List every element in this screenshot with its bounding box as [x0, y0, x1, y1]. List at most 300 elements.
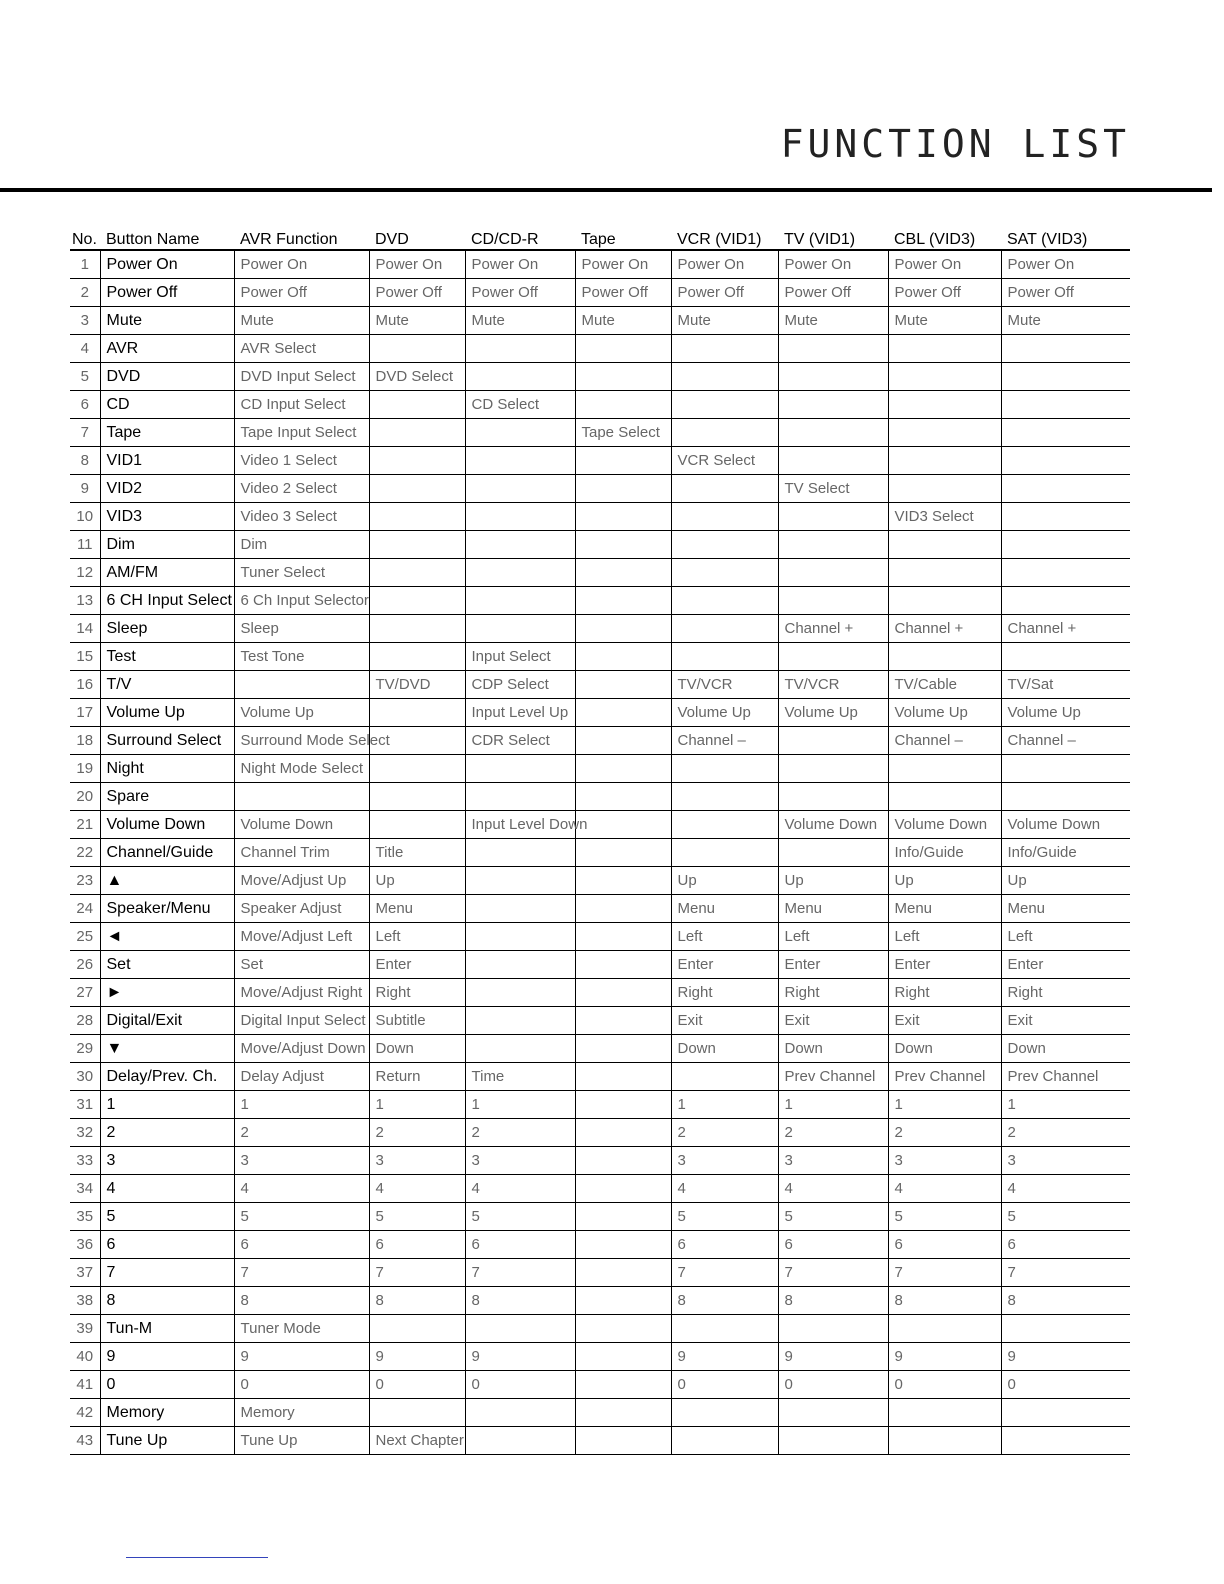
function-cell: Channel +: [888, 615, 1001, 643]
button-name-cell: 0: [100, 1371, 234, 1399]
button-name-cell: AM/FM: [100, 559, 234, 587]
function-cell: Enter: [1001, 951, 1130, 979]
button-name-cell: 1: [100, 1091, 234, 1119]
function-cell: [575, 1007, 671, 1035]
function-cell: [888, 1427, 1001, 1455]
function-cell: [888, 531, 1001, 559]
function-cell: [575, 1259, 671, 1287]
function-cell: Power On: [1001, 250, 1130, 279]
function-cell: 1: [671, 1091, 778, 1119]
function-cell: Enter: [778, 951, 888, 979]
table-row: [70, 1399, 1130, 1427]
row-number: 18: [70, 727, 100, 755]
function-cell: Right: [369, 979, 465, 1007]
button-name-cell: Digital/Exit: [100, 1007, 234, 1035]
function-cell: Right: [778, 979, 888, 1007]
function-cell: 6: [465, 1231, 575, 1259]
function-cell: 9: [888, 1343, 1001, 1371]
table-row: [70, 307, 1130, 335]
function-cell: 4: [465, 1175, 575, 1203]
function-cell: [888, 475, 1001, 503]
table-row: [70, 1315, 1130, 1343]
button-name-cell: 9: [100, 1343, 234, 1371]
function-cell: [778, 391, 888, 419]
table-row: [70, 447, 1130, 475]
function-cell: Left: [671, 923, 778, 951]
function-cell: [575, 475, 671, 503]
table-row: [70, 1119, 1130, 1147]
function-cell: [575, 867, 671, 895]
function-cell: [465, 503, 575, 531]
function-cell: Mute: [234, 307, 369, 335]
function-cell: [671, 531, 778, 559]
function-cell: [1001, 643, 1130, 671]
function-cell: [575, 503, 671, 531]
function-cell: 3: [465, 1147, 575, 1175]
function-cell: Next Chapter: [369, 1427, 465, 1455]
function-cell: [575, 923, 671, 951]
function-cell: [575, 1035, 671, 1063]
function-cell: 4: [1001, 1175, 1130, 1203]
function-cell: 0: [778, 1371, 888, 1399]
function-cell: [575, 1063, 671, 1091]
function-cell: [1001, 447, 1130, 475]
function-cell: [671, 783, 778, 811]
function-cell: TV Select: [778, 475, 888, 503]
function-cell: Tape Input Select: [234, 419, 369, 447]
column-header: VCR (VID1): [671, 224, 778, 250]
function-cell: [778, 503, 888, 531]
table-row: [70, 587, 1130, 615]
button-name-cell: Night: [100, 755, 234, 783]
function-cell: [465, 559, 575, 587]
function-cell: [888, 643, 1001, 671]
function-cell: 8: [465, 1287, 575, 1315]
function-cell: Channel –: [1001, 727, 1130, 755]
function-cell: [778, 419, 888, 447]
function-cell: [671, 335, 778, 363]
function-cell: CD Input Select: [234, 391, 369, 419]
function-list-table: [70, 224, 1130, 1455]
function-cell: [575, 391, 671, 419]
table-row: [70, 1007, 1130, 1035]
function-cell: 8: [1001, 1287, 1130, 1315]
row-number: 12: [70, 559, 100, 587]
function-cell: Volume Up: [778, 699, 888, 727]
function-cell: 6: [1001, 1231, 1130, 1259]
function-cell: 9: [369, 1343, 465, 1371]
function-cell: Power On: [888, 250, 1001, 279]
function-cell: [575, 559, 671, 587]
button-name-cell: Delay/Prev. Ch.: [100, 1063, 234, 1091]
function-cell: Power On: [369, 250, 465, 279]
table-row: [70, 643, 1130, 671]
function-cell: Volume Down: [778, 811, 888, 839]
function-cell: Tuner Mode: [234, 1315, 369, 1343]
button-name-cell: ◄: [100, 923, 234, 951]
function-cell: [778, 727, 888, 755]
function-cell: [888, 755, 1001, 783]
function-cell: [778, 643, 888, 671]
function-cell: Volume Up: [671, 699, 778, 727]
function-cell: [888, 363, 1001, 391]
function-cell: [778, 783, 888, 811]
function-cell: [369, 755, 465, 783]
function-cell: 4: [369, 1175, 465, 1203]
function-cell: DVD Select: [369, 363, 465, 391]
function-cell: CD Select: [465, 391, 575, 419]
row-number: 22: [70, 839, 100, 867]
function-cell: Move/Adjust Down: [234, 1035, 369, 1063]
function-cell: [671, 839, 778, 867]
function-cell: [671, 755, 778, 783]
function-cell: [465, 419, 575, 447]
button-name-cell: 5: [100, 1203, 234, 1231]
function-cell: [465, 951, 575, 979]
function-cell: Info/Guide: [1001, 839, 1130, 867]
table-row: [70, 391, 1130, 419]
function-cell: Menu: [369, 895, 465, 923]
function-cell: Sleep: [234, 615, 369, 643]
function-cell: 3: [369, 1147, 465, 1175]
function-cell: Tape Select: [575, 419, 671, 447]
function-cell: [778, 559, 888, 587]
function-cell: [575, 783, 671, 811]
function-cell: [575, 1399, 671, 1427]
function-cell: [369, 419, 465, 447]
button-name-cell: Memory: [100, 1399, 234, 1427]
function-cell: 1: [888, 1091, 1001, 1119]
function-cell: [671, 391, 778, 419]
row-number: 35: [70, 1203, 100, 1231]
function-cell: [465, 839, 575, 867]
function-cell: 4: [888, 1175, 1001, 1203]
function-cell: Exit: [1001, 1007, 1130, 1035]
function-cell: Speaker Adjust: [234, 895, 369, 923]
function-cell: [671, 587, 778, 615]
function-cell: 3: [671, 1147, 778, 1175]
row-number: 11: [70, 531, 100, 559]
function-cell: Mute: [369, 307, 465, 335]
function-cell: [671, 503, 778, 531]
function-cell: CDP Select: [465, 671, 575, 699]
function-cell: VID3 Select: [888, 503, 1001, 531]
function-cell: Channel +: [778, 615, 888, 643]
function-cell: [465, 363, 575, 391]
function-cell: Move/Adjust Right: [234, 979, 369, 1007]
table-row: [70, 475, 1130, 503]
function-cell: [671, 363, 778, 391]
function-cell: [888, 783, 1001, 811]
column-header: CBL (VID3): [888, 224, 1001, 250]
function-cell: Enter: [671, 951, 778, 979]
function-cell: [465, 895, 575, 923]
button-name-cell: Power Off: [100, 279, 234, 307]
function-cell: [369, 447, 465, 475]
function-cell: 6: [234, 1231, 369, 1259]
function-cell: 0: [888, 1371, 1001, 1399]
function-cell: [1001, 755, 1130, 783]
function-cell: 6: [888, 1231, 1001, 1259]
function-cell: Volume Up: [888, 699, 1001, 727]
function-cell: Power Off: [575, 279, 671, 307]
button-name-cell: 2: [100, 1119, 234, 1147]
function-cell: [575, 755, 671, 783]
function-cell: [671, 615, 778, 643]
table-row: [70, 1231, 1130, 1259]
function-cell: 8: [234, 1287, 369, 1315]
function-cell: 2: [671, 1119, 778, 1147]
function-cell: [888, 335, 1001, 363]
function-cell: 5: [369, 1203, 465, 1231]
function-cell: Night Mode Select: [234, 755, 369, 783]
table-row: [70, 951, 1130, 979]
function-cell: Down: [888, 1035, 1001, 1063]
row-number: 33: [70, 1147, 100, 1175]
button-name-cell: Spare: [100, 783, 234, 811]
function-cell: Mute: [1001, 307, 1130, 335]
table-row: [70, 1091, 1130, 1119]
function-cell: 8: [888, 1287, 1001, 1315]
function-cell: [778, 335, 888, 363]
function-cell: Power Off: [465, 279, 575, 307]
function-cell: 2: [778, 1119, 888, 1147]
function-cell: 7: [1001, 1259, 1130, 1287]
column-header: SAT (VID3): [1001, 224, 1130, 250]
table-body: [70, 250, 1130, 1455]
table-row: [70, 867, 1130, 895]
row-number: 14: [70, 615, 100, 643]
function-cell: [1001, 391, 1130, 419]
function-cell: Input Level Down: [465, 811, 575, 839]
function-cell: Menu: [1001, 895, 1130, 923]
function-cell: 2: [465, 1119, 575, 1147]
function-cell: Channel –: [671, 727, 778, 755]
function-cell: 1: [465, 1091, 575, 1119]
function-cell: [778, 839, 888, 867]
function-cell: 7: [234, 1259, 369, 1287]
function-cell: Power Off: [671, 279, 778, 307]
function-cell: Return: [369, 1063, 465, 1091]
function-cell: 0: [1001, 1371, 1130, 1399]
function-cell: [575, 1371, 671, 1399]
function-cell: [1001, 335, 1130, 363]
function-cell: [575, 447, 671, 475]
row-number: 36: [70, 1231, 100, 1259]
function-cell: [575, 839, 671, 867]
function-cell: [575, 587, 671, 615]
function-cell: Exit: [778, 1007, 888, 1035]
function-cell: Info/Guide: [888, 839, 1001, 867]
function-cell: [671, 559, 778, 587]
button-name-cell: Set: [100, 951, 234, 979]
function-cell: [888, 419, 1001, 447]
function-cell: Video 1 Select: [234, 447, 369, 475]
button-name-cell: Speaker/Menu: [100, 895, 234, 923]
button-name-cell: Tune Up: [100, 1427, 234, 1455]
button-name-cell: 3: [100, 1147, 234, 1175]
button-name-cell: Surround Select: [100, 727, 234, 755]
function-cell: Digital Input Select: [234, 1007, 369, 1035]
function-cell: 9: [1001, 1343, 1130, 1371]
button-name-cell: 8: [100, 1287, 234, 1315]
function-cell: [778, 755, 888, 783]
table-row: [70, 783, 1130, 811]
row-number: 3: [70, 307, 100, 335]
row-number: 27: [70, 979, 100, 1007]
function-cell: [465, 755, 575, 783]
function-cell: Memory: [234, 1399, 369, 1427]
function-cell: Left: [369, 923, 465, 951]
function-cell: Menu: [671, 895, 778, 923]
function-cell: TV/Cable: [888, 671, 1001, 699]
function-cell: Volume Up: [1001, 699, 1130, 727]
button-name-cell: Volume Down: [100, 811, 234, 839]
table-row: [70, 699, 1130, 727]
row-number: 41: [70, 1371, 100, 1399]
function-cell: [465, 615, 575, 643]
function-cell: 1: [369, 1091, 465, 1119]
button-name-cell: Volume Up: [100, 699, 234, 727]
function-cell: 2: [234, 1119, 369, 1147]
function-cell: [575, 1343, 671, 1371]
function-cell: DVD Input Select: [234, 363, 369, 391]
function-cell: 3: [234, 1147, 369, 1175]
function-cell: [575, 671, 671, 699]
function-cell: 7: [778, 1259, 888, 1287]
function-cell: [1001, 559, 1130, 587]
button-name-cell: T/V: [100, 671, 234, 699]
row-number: 13: [70, 587, 100, 615]
function-cell: Down: [671, 1035, 778, 1063]
row-number: 31: [70, 1091, 100, 1119]
button-name-cell: VID3: [100, 503, 234, 531]
function-cell: [575, 363, 671, 391]
button-name-cell: 6: [100, 1231, 234, 1259]
function-cell: [1001, 475, 1130, 503]
table-row: [70, 615, 1130, 643]
row-number: 42: [70, 1399, 100, 1427]
function-cell: Volume Down: [1001, 811, 1130, 839]
row-number: 28: [70, 1007, 100, 1035]
function-cell: [369, 335, 465, 363]
function-cell: 5: [671, 1203, 778, 1231]
row-number: 21: [70, 811, 100, 839]
function-cell: Power On: [234, 250, 369, 279]
function-cell: Left: [778, 923, 888, 951]
button-name-cell: VID2: [100, 475, 234, 503]
function-cell: Channel +: [1001, 615, 1130, 643]
function-cell: Prev Channel: [778, 1063, 888, 1091]
function-cell: [1001, 503, 1130, 531]
function-cell: Move/Adjust Left: [234, 923, 369, 951]
function-cell: [888, 447, 1001, 475]
function-cell: [671, 1063, 778, 1091]
button-name-cell: Mute: [100, 307, 234, 335]
function-cell: 0: [369, 1371, 465, 1399]
row-number: 32: [70, 1119, 100, 1147]
function-cell: Title: [369, 839, 465, 867]
function-cell: [778, 1315, 888, 1343]
function-cell: TV/VCR: [671, 671, 778, 699]
function-cell: AVR Select: [234, 335, 369, 363]
table-row: [70, 531, 1130, 559]
function-cell: [575, 951, 671, 979]
function-cell: [1001, 1315, 1130, 1343]
function-cell: 7: [465, 1259, 575, 1287]
function-cell: [575, 1119, 671, 1147]
function-cell: Mute: [888, 307, 1001, 335]
function-cell: [888, 1315, 1001, 1343]
table-row: [70, 979, 1130, 1007]
function-cell: [575, 979, 671, 1007]
function-cell: [575, 1091, 671, 1119]
function-cell: [465, 475, 575, 503]
function-cell: Right: [671, 979, 778, 1007]
row-number: 5: [70, 363, 100, 391]
function-cell: [575, 1231, 671, 1259]
column-header: TV (VID1): [778, 224, 888, 250]
function-cell: Test Tone: [234, 643, 369, 671]
function-cell: Power On: [671, 250, 778, 279]
column-header: AVR Function: [234, 224, 369, 250]
function-cell: 1: [234, 1091, 369, 1119]
function-cell: Tuner Select: [234, 559, 369, 587]
function-cell: [575, 1427, 671, 1455]
row-number: 24: [70, 895, 100, 923]
table-row: [70, 1259, 1130, 1287]
row-number: 38: [70, 1287, 100, 1315]
function-cell: Down: [1001, 1035, 1130, 1063]
function-cell: TV/DVD: [369, 671, 465, 699]
table-row: [70, 895, 1130, 923]
row-number: 4: [70, 335, 100, 363]
row-number: 9: [70, 475, 100, 503]
function-cell: [778, 1399, 888, 1427]
row-number: 30: [70, 1063, 100, 1091]
function-cell: [888, 587, 1001, 615]
function-cell: 5: [234, 1203, 369, 1231]
function-cell: [1001, 1427, 1130, 1455]
button-name-cell: 6 CH Input Select: [100, 587, 234, 615]
function-cell: [369, 559, 465, 587]
button-name-cell: ►: [100, 979, 234, 1007]
function-cell: [465, 587, 575, 615]
function-cell: [671, 1427, 778, 1455]
function-cell: [369, 783, 465, 811]
table-row: [70, 503, 1130, 531]
function-cell: [369, 587, 465, 615]
function-cell: [465, 447, 575, 475]
row-number: 20: [70, 783, 100, 811]
function-cell: 5: [888, 1203, 1001, 1231]
button-name-cell: Power On: [100, 250, 234, 279]
function-cell: Dim: [234, 531, 369, 559]
row-number: 40: [70, 1343, 100, 1371]
function-cell: Up: [1001, 867, 1130, 895]
function-cell: [575, 727, 671, 755]
function-cell: Set: [234, 951, 369, 979]
function-cell: Power Off: [369, 279, 465, 307]
table-row: [70, 1063, 1130, 1091]
row-number: 43: [70, 1427, 100, 1455]
function-cell: Menu: [888, 895, 1001, 923]
function-cell: [369, 699, 465, 727]
function-cell: [888, 391, 1001, 419]
function-cell: [465, 783, 575, 811]
function-cell: 8: [369, 1287, 465, 1315]
function-cell: [671, 1315, 778, 1343]
